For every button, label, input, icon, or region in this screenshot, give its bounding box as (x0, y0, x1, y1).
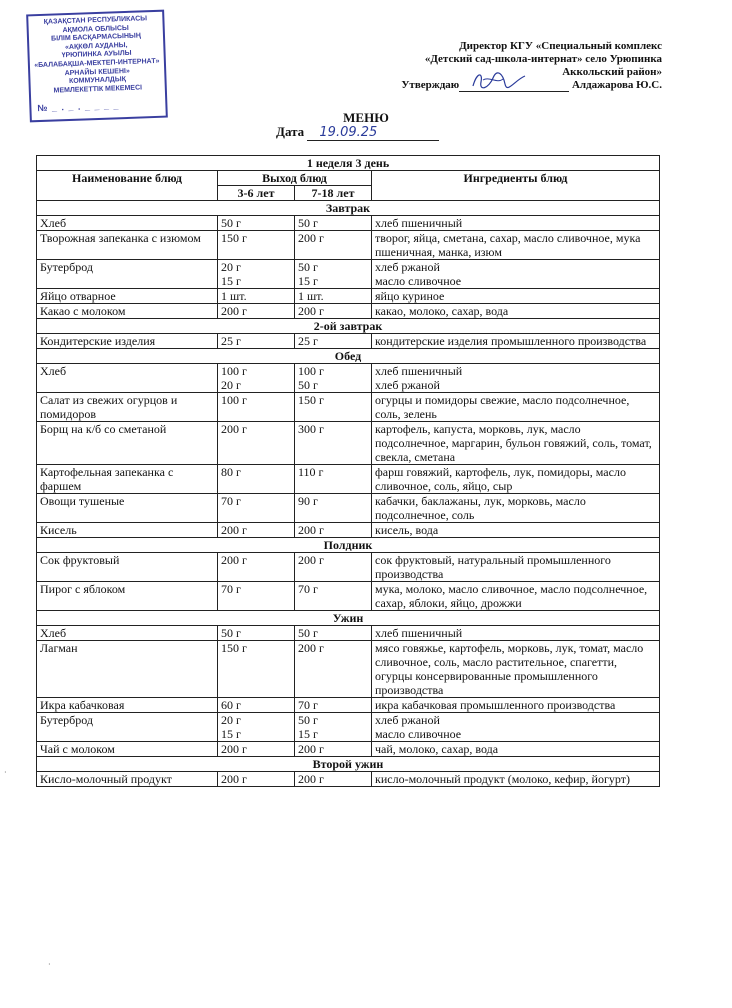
table-row (37, 231, 660, 260)
table-row (37, 582, 660, 611)
dish-name-cell: Лагман (37, 641, 218, 698)
portion-7-18-cell: 90 г (295, 494, 372, 523)
table-row (37, 289, 660, 304)
portion-3-6-cell: 70 г (218, 582, 295, 611)
table-row (37, 260, 660, 289)
portion-3-6-cell: 1 шт. (218, 289, 295, 304)
menu-body (37, 201, 660, 787)
stamp-line: «АҚКӨЛ АУДАНЫ, (64, 41, 128, 51)
meal-section-title: Ужин (37, 611, 660, 626)
ingredients-cell: кисель, вода (372, 523, 660, 538)
ingredients-cell: хлеб пшеничный хлеб ржаной (372, 364, 660, 393)
dish-name-cell: Салат из свежих огурцов и помидоров (37, 393, 218, 422)
table-row (37, 216, 660, 231)
meal-section-row (37, 349, 660, 364)
signature-icon (469, 70, 529, 92)
stamp-line: ҮРЮПИНКА АУЫЛЫ (61, 50, 132, 60)
portion-7-18-cell: 110 г (295, 465, 372, 494)
meal-section-title: Полдник (37, 538, 660, 553)
dish-name-cell: Сок фруктовый (37, 553, 218, 582)
approval-line-2: «Детский сад-школа-интернат» село Урюпинка (424, 53, 662, 65)
ingredients-cell: яйцо куриное (372, 289, 660, 304)
ingredients-cell: чай, молоко, сахар, вода (372, 742, 660, 757)
dish-name-cell: Икра кабачковая (37, 698, 218, 713)
table-row (37, 304, 660, 319)
portion-3-6-cell: 200 г (218, 422, 295, 465)
meal-section-row (37, 611, 660, 626)
table-row (37, 641, 660, 698)
portion-3-6-cell: 200 г (218, 553, 295, 582)
dish-name-cell: Пирог с яблоком (37, 582, 218, 611)
dish-name-cell: Яйцо отварное (37, 289, 218, 304)
ingredients-cell: творог, яйца, сметана, сахар, масло сливочное, мука пшеничная, манка, изюм (372, 231, 660, 260)
portion-3-6-cell: 25 г (218, 334, 295, 349)
stamp-line: МЕМЛЕКЕТТІК МЕКЕМЕСІ (53, 84, 143, 95)
col-age-7-18: 7-18 лет (295, 186, 372, 201)
official-stamp (26, 10, 168, 123)
meal-section-title: Второй ужин (37, 757, 660, 772)
dish-name-cell: Кисло-молочный продукт (37, 772, 218, 787)
meal-section-title: 2-ой завтрак (37, 319, 660, 334)
ingredients-cell: картофель, капуста, морковь, лук, масло подсолнечное, маргарин, бульон говяжий, соль, томат, свекла, сметана (372, 422, 660, 465)
ingredients-cell: сок фруктовый, натуральный промышленного производства (372, 553, 660, 582)
approval-line-1: Директор КГУ «Специальный комплекс (459, 40, 662, 52)
ingredients-cell: кабачки, баклажаны, лук, морковь, масло подсолнечное, соль (372, 494, 660, 523)
ingredients-cell: фарш говяжий, картофель, лук, помидоры, масло сливочное, соль, яйцо, сыр (372, 465, 660, 494)
dish-name-cell: Хлеб (37, 626, 218, 641)
page-title: МЕНЮ (343, 110, 389, 125)
portion-3-6-cell: 200 г (218, 523, 295, 538)
table-row (37, 393, 660, 422)
portion-7-18-cell: 50 г (295, 216, 372, 231)
table-row (37, 742, 660, 757)
approval-line-3: Аккольский район» (562, 66, 662, 78)
ingredients-cell: хлеб пшеничный (372, 626, 660, 641)
week-day-header: 1 неделя 3 день (37, 156, 660, 171)
table-row (37, 553, 660, 582)
portion-7-18-cell: 200 г (295, 772, 372, 787)
portion-3-6-cell: 50 г (218, 216, 295, 231)
scan-speck: · (48, 960, 51, 969)
stamp-line: АРНАЙЫ КЕШЕНІ» (64, 67, 130, 77)
ingredients-cell: кондитерские изделия промышленного производства (372, 334, 660, 349)
portion-7-18-cell: 1 шт. (295, 289, 372, 304)
stamp-line: ҚАЗАҚСТАН РЕСПУБЛИКАСЫ (43, 15, 148, 26)
stamp-number-line: № _ . _ . _ _ _ _ (37, 100, 120, 114)
portion-3-6-cell: 150 г (218, 231, 295, 260)
dish-name-cell: Хлеб (37, 364, 218, 393)
portion-7-18-cell: 150 г (295, 393, 372, 422)
portion-7-18-cell: 200 г (295, 523, 372, 538)
ingredients-cell: огурцы и помидоры свежие, масло подсолнечное, соль, зелень (372, 393, 660, 422)
approval-signature-row (401, 79, 662, 92)
approval-block (401, 40, 662, 92)
dish-name-cell: Борщ на к/б со сметаной (37, 422, 218, 465)
ingredients-cell: хлеб пшеничный (372, 216, 660, 231)
portion-7-18-cell: 200 г (295, 231, 372, 260)
dish-name-cell: Чай с молоком (37, 742, 218, 757)
ingredients-cell: мясо говяжье, картофель, морковь, лук, томат, масло сливочное, соль, масло растительное, спагетти, огурцы консервированные промышленного производства (372, 641, 660, 698)
table-row (37, 364, 660, 393)
table-row (37, 422, 660, 465)
table-row (37, 465, 660, 494)
meal-section-row (37, 757, 660, 772)
dish-name-cell: Бутерброд (37, 260, 218, 289)
dish-name-cell: Творожная запеканка с изюмом (37, 231, 218, 260)
portion-7-18-cell: 50 г (295, 626, 372, 641)
portion-3-6-cell: 20 г 15 г (218, 260, 295, 289)
portion-7-18-cell: 200 г (295, 304, 372, 319)
ingredients-cell: мука, молоко, масло сливочное, масло подсолнечное, сахар, яблоки, яйцо, дрожжи (372, 582, 660, 611)
dish-name-cell: Картофельная запеканка с фаршем (37, 465, 218, 494)
portion-7-18-cell: 200 г (295, 742, 372, 757)
portion-3-6-cell: 200 г (218, 772, 295, 787)
stamp-line: БІЛІМ БАСҚАРМАСЫНЫҢ (51, 32, 141, 43)
portion-7-18-cell: 25 г (295, 334, 372, 349)
date-row (276, 124, 439, 141)
portion-3-6-cell: 200 г (218, 304, 295, 319)
director-name: Алдажарова Ю.С. (571, 79, 662, 91)
col-output: Выход блюд (218, 171, 372, 186)
table-row (37, 523, 660, 538)
portion-3-6-cell: 200 г (218, 742, 295, 757)
ingredients-cell: кисло-молочный продукт (молоко, кефир, йогурт) (372, 772, 660, 787)
date-label: Дата (276, 124, 305, 139)
dish-name-cell: Кисель (37, 523, 218, 538)
dish-name-cell: Какао с молоком (37, 304, 218, 319)
dish-name-cell: Овощи тушеные (37, 494, 218, 523)
stamp-line: КОММУНАЛДЫҚ (68, 76, 127, 86)
table-row (37, 494, 660, 523)
stamp-line: АҚМОЛА ОБЛЫСЫ (62, 24, 129, 34)
portion-3-6-cell: 150 г (218, 641, 295, 698)
portion-7-18-cell: 200 г (295, 641, 372, 698)
dish-name-cell: Бутерброд (37, 713, 218, 742)
portion-7-18-cell: 200 г (295, 553, 372, 582)
signature-line (459, 80, 569, 92)
ingredients-cell: какао, молоко, сахар, вода (372, 304, 660, 319)
scan-speck: · (4, 768, 7, 777)
portion-7-18-cell: 70 г (295, 698, 372, 713)
portion-3-6-cell: 80 г (218, 465, 295, 494)
portion-3-6-cell: 50 г (218, 626, 295, 641)
meal-section-row (37, 319, 660, 334)
portion-3-6-cell: 100 г 20 г (218, 364, 295, 393)
portion-7-18-cell: 100 г 50 г (295, 364, 372, 393)
portion-7-18-cell: 50 г 15 г (295, 260, 372, 289)
meal-section-title: Обед (37, 349, 660, 364)
meal-section-row (37, 201, 660, 216)
col-dish-name: Наименование блюд (37, 171, 218, 201)
portion-3-6-cell: 100 г (218, 393, 295, 422)
portion-3-6-cell: 20 г 15 г (218, 713, 295, 742)
stamp-line: «БАЛАБАҚША-МЕКТЕП-ИНТЕРНАТ» (34, 57, 160, 70)
portion-7-18-cell: 70 г (295, 582, 372, 611)
meal-section-row (37, 538, 660, 553)
table-row (37, 772, 660, 787)
ingredients-cell: икра кабачковая промышленного производства (372, 698, 660, 713)
portion-3-6-cell: 60 г (218, 698, 295, 713)
table-row (37, 626, 660, 641)
menu-table (36, 155, 660, 787)
table-row (37, 334, 660, 349)
meal-section-title: Завтрак (37, 201, 660, 216)
portion-7-18-cell: 300 г (295, 422, 372, 465)
portion-7-18-cell: 50 г 15 г (295, 713, 372, 742)
col-age-3-6: 3-6 лет (218, 186, 295, 201)
col-ingredients: Ингредиенты блюд (372, 171, 660, 201)
table-row (37, 698, 660, 713)
portion-3-6-cell: 70 г (218, 494, 295, 523)
approve-label: Утверждаю (401, 79, 460, 91)
ingredients-cell: хлеб ржаной масло сливочное (372, 260, 660, 289)
dish-name-cell: Кондитерские изделия (37, 334, 218, 349)
table-row (37, 713, 660, 742)
date-value: 19.09.25 (307, 125, 439, 141)
ingredients-cell: хлеб ржаной масло сливочное (372, 713, 660, 742)
dish-name-cell: Хлеб (37, 216, 218, 231)
